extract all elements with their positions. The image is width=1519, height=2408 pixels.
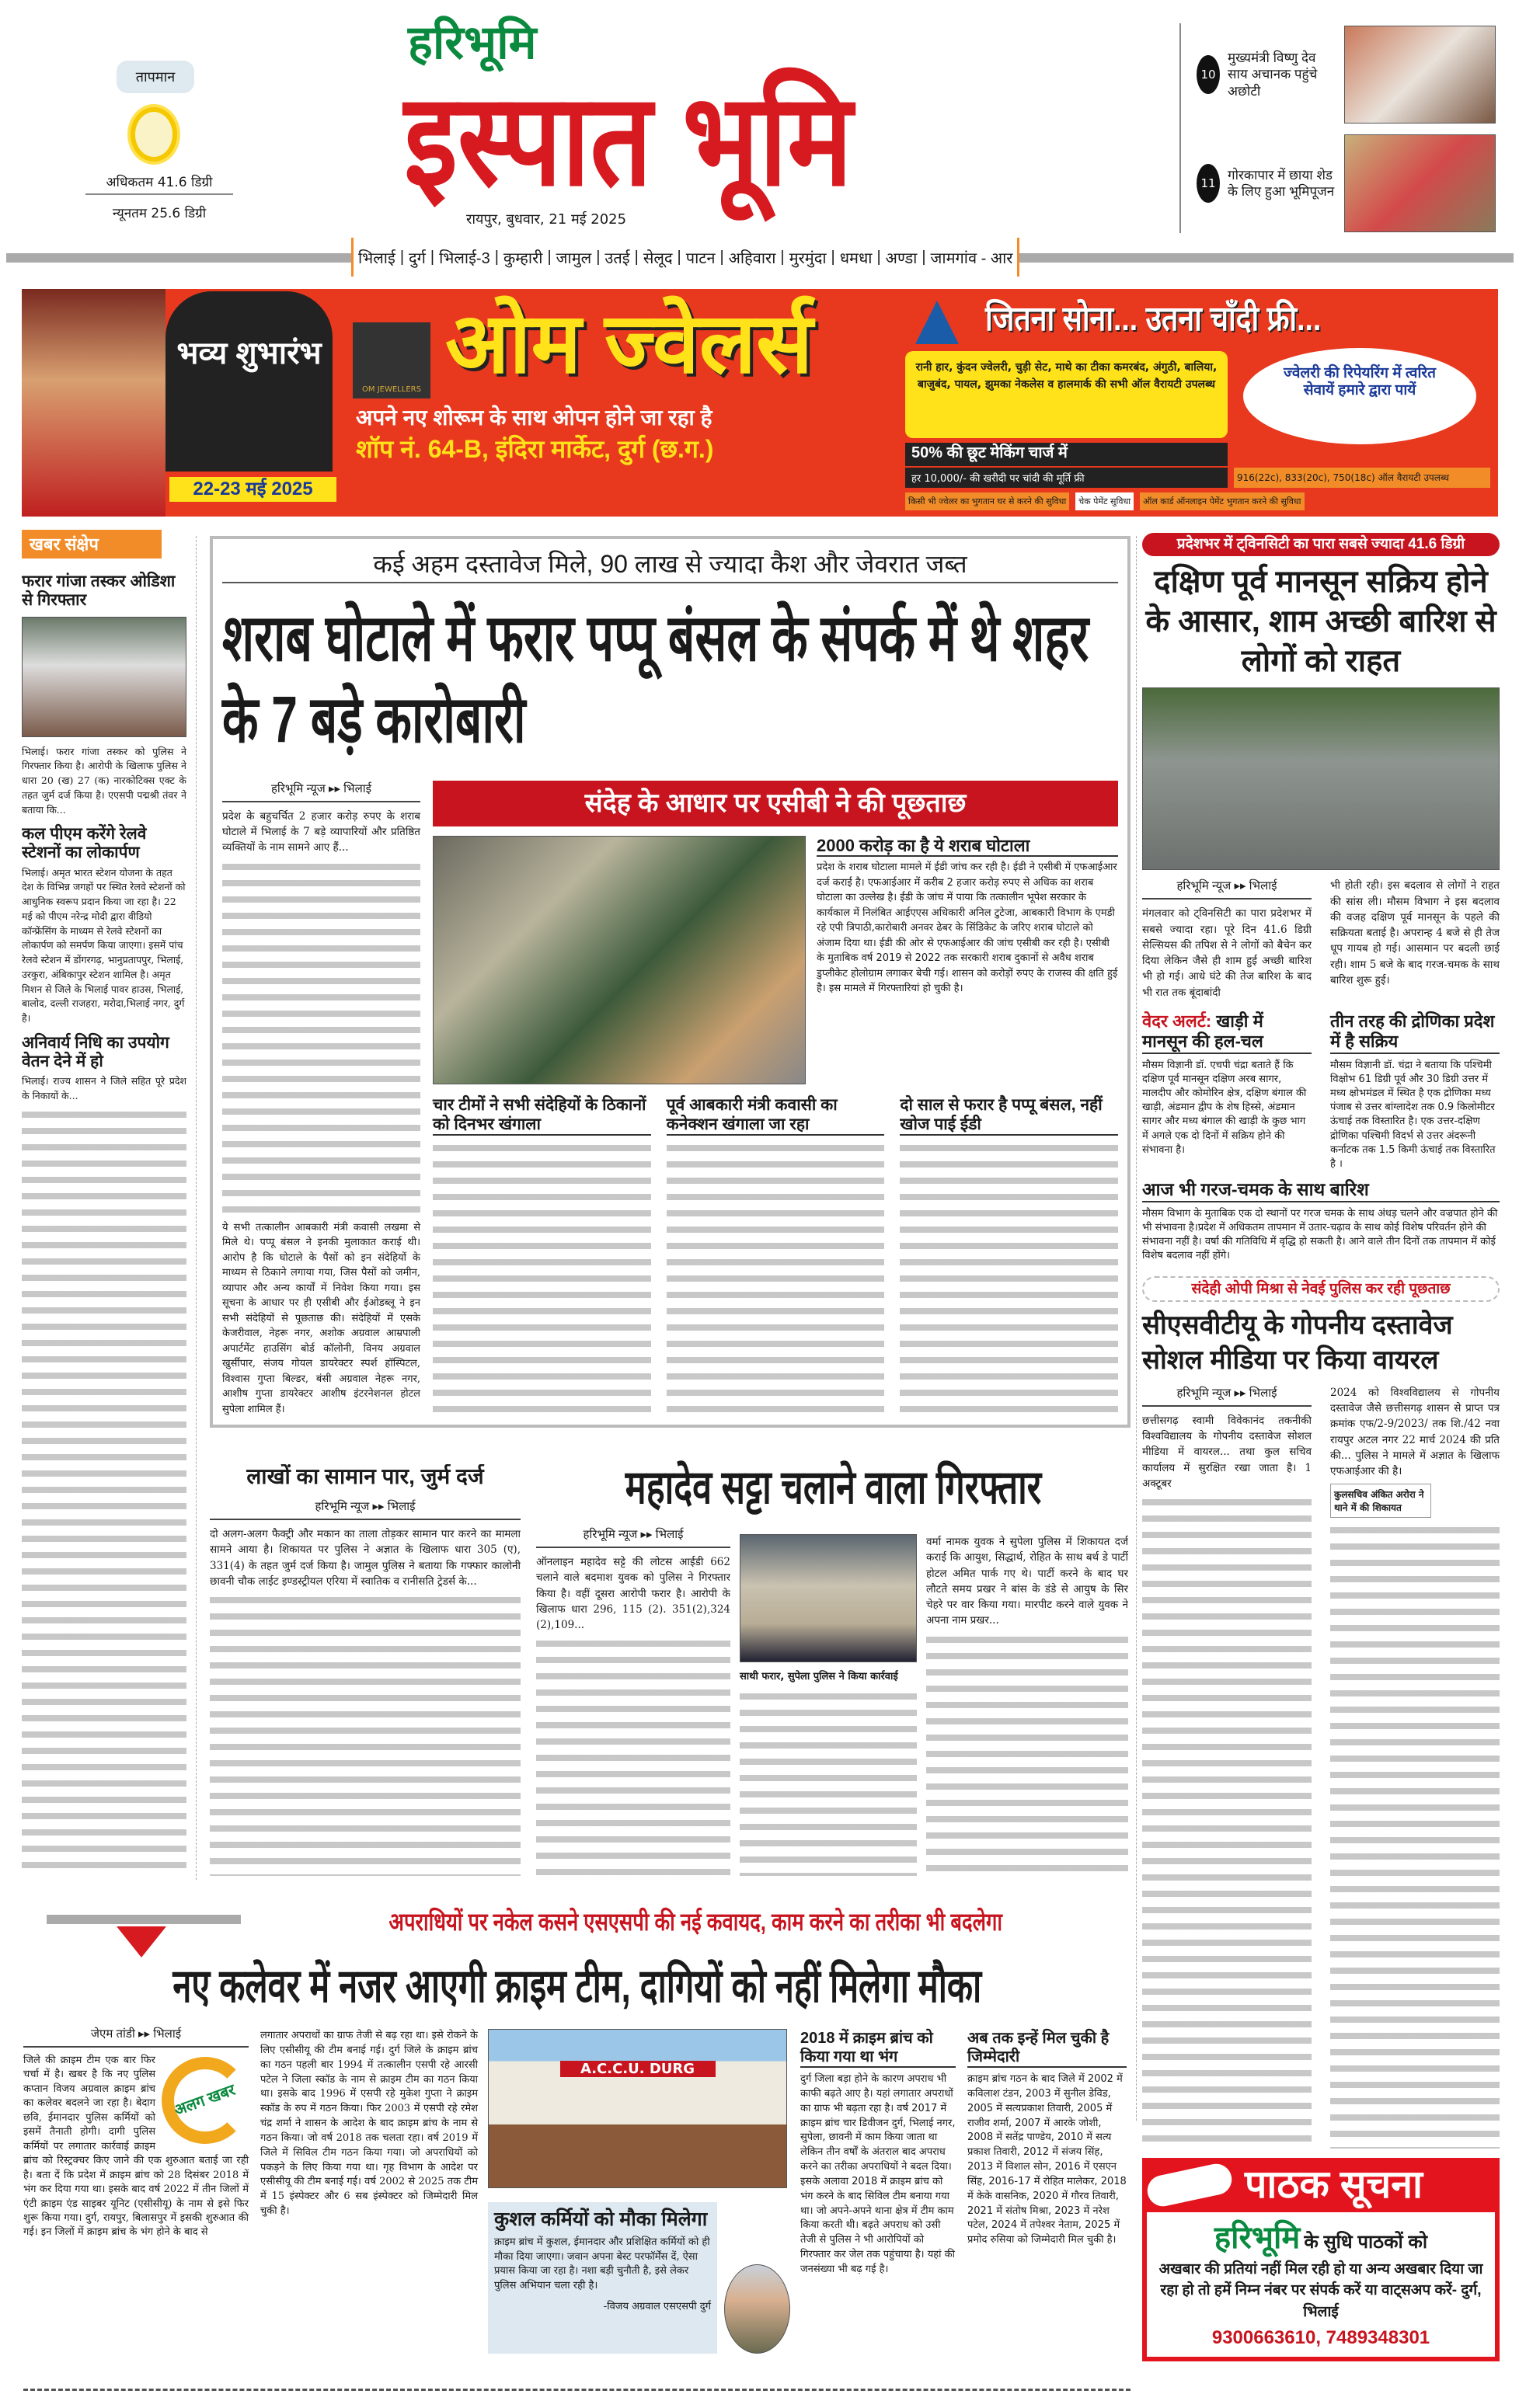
weather-text-2: भी होती रही। इस बदलाव से लोगों ने राहत की सांस ली। मौसम विभाग ने इस बदलाव की वजह दक्षिण पूर्व मानसून के पहले की सक्रियता बताई है। अपरान्ह 4 बजे से ही तेज धूप गायब हो गई। आसमान पर बदली छाई रही। शाम 5 बजे के बाद गरज-चमक के साथ बारिश शुरू हुई। [1330, 879, 1500, 987]
bis-hallmark-icon [915, 301, 959, 344]
quote-text: क्राइम ब्रांच में कुशल, ईमानदार और प्रशिक्षित कर्मियों को ही मौका दिया जाएगा। जवान अपना बेस्ट परफॉर्मेंस दें, ऐसा प्रयास किया जा रहा है। नशा बड़ी चुनौती है, इसे लेकर पुलिस अभियान चला रही है। [494, 2236, 710, 2292]
teaser-text: मुख्यमंत्री विष्णु देव साय अचानक पहुंचे अछोटी [1228, 50, 1318, 99]
lead-subhead-1: चार टीमों ने सभी संदेहियों के ठिकानों को दिनभर खंगाला [433, 1095, 651, 1136]
chevron-down-icon [117, 1926, 166, 1957]
csvtu-headline: सीएसवीटीयू के गोपनीय दस्तावेज सोशल मीडिया पर किया वायरल [1142, 1310, 1453, 1375]
brief-text: भिलाई। अमृत भारत स्टेशन योजना के तहत देश के विभिन्न जगहों पर स्थित रेलवे स्टेशनों को आधुनिक स्वरूप प्रदान किया जा रहा है। 22 मई को पीएम नरेन्द्र मोदी द्वारा वीडियो कॉन्फ्रेंसिंग के माध्यम से रेलवे स्टेशनों का लोकार्पण को समर्पण किया जाएगा। इसमें पांच रेलवे स्टेशन में डोंगरगढ़, भानुप्रतापपुर, भिलाई, उरकुरा, अंबिकापुर स्टेशन शामिल है। अमृत मिशन से जिले के भिलाई पावर हाउस, भिलाई, बालोद, दल्ली राजहरा, मरोदा,भिलाई नगर, दुर्ग है। [22, 866, 186, 1025]
lead-kicker: कई अहम दस्तावेज मिले, 90 लाख से ज्यादा कैश और जेवरात जब्त [222, 550, 1118, 583]
ad-discount: 50% की छूट मेकिंग चार्ज में [905, 443, 1228, 466]
teaser-photo [1344, 26, 1496, 124]
today-text: मौसम विभाग के मुताबिक एक दो स्थानों पर गरज चमक के साथ अंधड़ चलने और वज्रपात होने की भी संभावना है।प्रदेश में अधिकतम तापमान में उतार-चढ़ाव के साथ कोई विशेष परिवर्तन होने की संभावना नहीं है। वर्षा की गतिविधि में वृद्धि हो सकती है। आने वाले तीन दिनों तक तापमान में कोई विशेष बदलाव नहीं होंगे। [1142, 1207, 1498, 1262]
byline: जेएम तांडी ▸▸ भिलाई [23, 2026, 249, 2048]
reader-notice [1142, 2158, 1500, 2361]
byline: हरिभूमि न्यूज ▸▸ भिलाई [1142, 878, 1312, 900]
csvtu-kicker: संदेही ओपी मिश्रा से नेवई पुलिस कर रही पूछताछ [1142, 1276, 1500, 1303]
brief-title: अनिवार्य निधि का उपयोग वेतन देने में हो [22, 1033, 169, 1070]
weather-text-1: मंगलवार को ट्विनसिटी का पारा प्रदेशभर में सबसे ज्यादा रहा। पूरे दिन 41.6 डिग्री सेल्सियस की तपिश से ने लोगों को बैचेन कर दिया लेकिन जैसे ही शाम हुई अच्छी बारिश भी हो गई। आधे घंटे की तेज बारिश के बाद भी रात तक बूंदाबांदी [1142, 907, 1312, 999]
csvtu-text-2: 2024 को विश्वविद्यालय से गोपनीय दस्तावेज जैसे छत्तीसगढ़ शासन से प्राप्त पत्र क्रमांक एफ/2-9/2023/ तक शि./42 नवा रायपुर अटल नगर 22 मार्च 2024 की प्रति की... पुलिस ने मामले में अज्ञात के खिलाफ एफआईआर की है। [1330, 1386, 1500, 1477]
city-link[interactable]: सेलूद [643, 249, 673, 267]
separator: | [719, 248, 724, 266]
ad-tagline: भव्य शुभारंभ [176, 336, 322, 371]
lead-subhead-2: पूर्व आबकारी मंत्री कवासी का कनेक्शन खंगाला जा रहा [667, 1095, 885, 1136]
brief-text: भिलाई। राज्य शासन ने जिले सहित पूरे प्रदेश के निकायों के... [22, 1075, 186, 1101]
ad-facility: चेक पेमेंट सुविधा [1075, 492, 1134, 510]
theft-text: दो अलग-अलग फैक्ट्री और मकान का ताला तोड़कर सामान पार करने का मामला सामने आया है। शिकायत पर पुलिस ने अज्ञात के खिलाफ धारा 305 (ए), 331(4) के तहत जुर्म दर्ज किया है। जामुल पुलिस ने बताया कि गफ्फार कालोनी छावनी चौक लाईट इण्डस्ट्रीयल एरिया में स्वातिक व रानीसति ट्रेडर्स के... [210, 1528, 521, 1588]
brief-title: कल पीएम करेंगे रेलवे स्टेशनों का लोकार्पण [22, 825, 147, 862]
badge-text: अलग खबर [172, 2081, 238, 2119]
teaser-text: गोरकापार में छाया शेड के लिए हुआ भूमिपूजन [1228, 167, 1335, 199]
byline: हरिभूमि न्यूज ▸▸ भिलाई [210, 1498, 521, 1520]
alert-text: मौसम विज्ञानी डॉ. एचपी चंद्रा बताते हैं कि दक्षिण पूर्व मानसून दक्षिण अरब सागर, मालदीप और कोमोरिन क्षेत्र, दक्षिण बंगाल की खाड़ी, अंडमान द्वीप के शेष हिस्से, अंडमान सागर और मध्य बंगाल की खाड़ी के कुछ भाग में अगले एक दो दिनों में सक्रिय होने की संभावना है। [1142, 1059, 1307, 1156]
crime-text-1: जिले की क्राइम टीम एक बार फिर चर्चा में है। खबर है कि नए पुलिस कप्तान विजय अग्रवाल क्राइम ब्रांच का कलेवर बदलने जा रहा है। बेदाग छवि, ईमानदार पुलिस कर्मियों को इसमें तैनाती होगी। दागी पुलिस कर्मियों पर लगातार कार्रवाई क्राइम ब्रांच को रिस्ट्रक्चर किए जाने की एक शुरुआत बताई जा रही है। बता दें कि प्रदेश में क्राइम ब्रांच को 28 दिसंबर 2018 में भंग कर दिया गया था। इसके बाद वर्ष 2022 में तीन जिलों में एंटी क्राइम एंड साइबर यूनिट (एसीसीयू) के नाम से इसे फिर शुरू किया गया। दुर्ग, रायपुर, बिलासपुर में इसकी शुरुआत की गई। इन जिलों में क्राइम ब्रांच के भंग होने के बाद से [23, 2055, 249, 2239]
trough-text: मौसम विज्ञानी डॉ. चंद्रा ने बताया कि पश्चिमी विक्षोभ 61 डिग्री पूर्व और 30 डिग्री उत्तर में मध्य क्षोभमंडल में स्थित है एक द्रोणिका मध्य पंजाब से उत्तर बांग्लादेश तक 0.9 किलोमीटर ऊंचाई तक विस्तारित है। एक उत्तर-दक्षिण द्रोणिका पश्चिमी विदर्भ से उत्तर अंदरूनी कर्नाटक तक 1.5 किमी ऊंचाई तक विस्तारित है । [1330, 1059, 1496, 1170]
lead-photo [433, 836, 806, 1084]
rain-photo [1142, 687, 1500, 870]
temp-min: न्यूनतम 25.6 डिग्री [112, 206, 207, 221]
teaser-1[interactable] [1197, 25, 1503, 124]
lead-headline: शराब घोटाले में फरार पप्पू बंसल के संपर्क में थे शहर के 7 बड़े कारोबारी [222, 600, 1089, 756]
city-link[interactable]: जामगांव - आर [930, 249, 1013, 267]
notice-title: पाठक सूचना [1245, 2163, 1423, 2207]
ad-brand: ओम ज्वेलर्स [445, 296, 814, 390]
city-nav [351, 238, 1019, 277]
alert-title: खाड़ी में मानसून की हल-चल [1142, 1011, 1263, 1052]
ad-repair: ज्वेलरी की रिपेयरिंग में त्वरित सेवायें हमारे द्वारा पायें [1243, 348, 1476, 444]
brand-logo: हरिभूमि [408, 16, 537, 68]
notice-line1: के सुधि पाठकों को [1304, 2231, 1428, 2253]
brief-text: भिलाई। फरार गांजा तस्कर को पुलिस ने गिरफ्तार किया है। आरोपी के खिलाफ पुलिस ने धारा 20 (ख) 27 (क) नारकोटिक्स एक्ट के तहत जुर्म दर्ज किया है। एएसपी पद्मश्री तंवर ने बताया कि... [22, 745, 186, 816]
city-link[interactable]: पाटन [685, 249, 716, 267]
today-title: आज भी गरज-चमक के साथ बारिश [1142, 1179, 1500, 1202]
separator: | [780, 248, 785, 266]
page-number-badge: 10 [1197, 55, 1220, 94]
building-sign: A.C.C.U. DURG [560, 2061, 716, 2077]
theft-headline: लाखों का सामान पार, जुर्म दर्ज [246, 1464, 484, 1488]
model-photo [22, 289, 165, 517]
byline: हरिभूमि न्यूज ▸▸ भिलाई [1142, 1385, 1312, 1407]
newspaper-roll-icon [1144, 2161, 1235, 2209]
separator: | [634, 248, 639, 266]
separator: | [430, 248, 435, 266]
ad-gift: हर 10,000/- की खरीदी पर चांदी की मूर्ति फ्री [905, 468, 1228, 488]
separator: | [922, 248, 926, 266]
ad-address: शॉप नं. 64-B, इंदिरा मार्केट, दुर्ग (छ.ग.) [356, 435, 714, 464]
city-link[interactable]: दुर्ग [409, 249, 426, 267]
dateline: रायपुर, बुधवार, 21 मई 2025 [466, 211, 627, 228]
mahadev-text: ऑनलाइन महादेव सट्टे की लोटस आईडी 662 चलाने वाले बदमाश युवक को पुलिस ने गिरफ्तार किया है। वहीं दूसरा आरोपी फरार है। आरोपी के खिलाफ धारा 296, 115 (2). 351(2),324 (2),109... [536, 1556, 730, 1631]
city-link[interactable]: मुरमुंदा [789, 249, 827, 267]
separator: | [596, 248, 601, 266]
om-logo [353, 322, 430, 398]
separator: | [399, 248, 405, 266]
crime-subhead-1: 2018 में क्राइम ब्रांच को किया गया था भंग [800, 2029, 956, 2068]
byline: हरिभूमि न्यूज ▸▸ भिलाई [222, 781, 420, 802]
page-number-badge: 11 [1197, 164, 1220, 203]
city-link[interactable]: भिलाई-3 [439, 249, 490, 267]
crime-text-2: लगातार अपराधों का ग्राफ तेजी से बढ़ रहा था। इसे रोकने के लिए एसीसीयू की टीम बनाई गई। दुर्ग जिले के क्राइम ब्रांच का गठन पहली बार 1994 में तत्कालीन एसपी रहे आरसी पटेल ने जिला स्कॉड के नाम से क्राइम टीम का गठन किया था। इसके बाद 1996 में एसपी रहे मुकेश गुप्ता ने क्राइम स्कॉड के रुप में गठन किया। फिर 2003 में एसपी रहे रमेश चंद्र शर्मा ने शासन के आदेश के बाद क्राइम ब्रांच के नाम से गठन किया। जो वर्ष 2018 तक चलता रहा। वर्ष 2019 में जिले में सिविल टीम गठन किया गया। जो अपराधियों को पकड़ने के लिए किया गया था। गृह विभाग के आदेश पर एसीसीयू की टीम बनाई गई। वर्ष 2002 से 2025 तक टीम में 15 इंस्पेक्टर और 6 सब इंस्पेक्टर को जिम्मेदारी मिल चुकी है। [260, 2030, 478, 2218]
byline: हरिभूमि न्यूज ▸▸ भिलाई [536, 1526, 730, 1548]
city-link[interactable]: भिलाई [358, 249, 395, 267]
crime-text-1-wrap [23, 2054, 249, 2240]
ad-facility: किसी भी ज्वेलर का भुगतान घर से करने की सुविधा [905, 492, 1069, 510]
trough-title: तीन तरह की द्रोणिका प्रदेश में है सक्रिय [1330, 1011, 1500, 1054]
ad-purity: 916(22c), 833(20c), 750(18c) ऑल वैरायटी उपलब्ध [1234, 468, 1490, 488]
alag-khabar-badge [162, 2057, 249, 2144]
crime-kicker: अपराधियों पर नकेल कसने एसएसपी की नई कवायद, काम करने का तरीका भी बदलेगा [388, 1908, 1003, 1936]
crime-sub-text-2: क्राइम ब्रांच गठन के बाद जिले में 2002 में कविलाश टंडन, 2003 में सुनील डेविड, 2005 में सत्यप्रकाश तिवारी, 2005 में राजीव शर्मा, 2007 में आरके जोशी, 2008 में सतेंद्र पाण्डेय, 2010 में सत्य प्रकाश तिवारी, 2012 में संजय सिंह, 2013 में विशाल सोन, 2016 में एसएन सिंह, 2016-17 में रोहित मालेकर, 2018 में केके वासनिक, 2020 में गौरव तिवारी, 2021 में संतोष मिश्रा, 2023 में नरेश पटेल, 2024 में तपेश्वर नेताम, 2025 में प्रमोद रुसिया को जिम्मेदारी मिल चुकी है। [967, 2073, 1127, 2246]
ad-opening: अपने नए शोरूम के साथ ओपन होने जा रहा है [356, 405, 712, 430]
mahadev-headline: महादेव सट्टा चलाने वाला गिरफ्तार [625, 1461, 1042, 1513]
temp-max: अधिकतम 41.6 डिग्री [85, 172, 233, 195]
arrest-photo [740, 1534, 917, 1662]
weather-label: तापमान [117, 61, 194, 93]
lead-subhead-3: दो साल से फरार है पप्पू बंसल, नहीं खोज पाई ईडी [900, 1095, 1118, 1136]
separator: | [876, 248, 881, 266]
brief-photo [22, 617, 186, 737]
ad-facility: ऑल कार्ड ऑनलाइन पेमेंट भुगतान करने की सुविधा [1140, 492, 1304, 510]
photo-caption: साथी फरार, सुपेला पुलिस ने किया कार्रवाई [740, 1671, 898, 1682]
brief-title: फरार गांजा तस्कर ओडिशा से गिरफ्तार [22, 572, 176, 610]
newspaper-title: इस्पात भूमि [404, 68, 853, 211]
notice-phones: 9300663610, 7489348301 [1211, 2327, 1430, 2349]
teaser-photo [1344, 134, 1496, 232]
quote-title: कुशल कर्मियों को मौका मिलेगा [494, 2208, 708, 2230]
teaser-2[interactable] [1197, 134, 1503, 233]
alert-label: वेदर अलर्ट: [1142, 1011, 1212, 1031]
separator: | [494, 248, 499, 266]
box-title: 2000 करोड़ का है ये शराब घोटाला [817, 836, 1118, 857]
lead-subhead: संदेह के आधार पर एसीबी ने की पूछताछ [433, 781, 1118, 826]
city-link[interactable]: अहिवारा [728, 249, 776, 267]
separator: | [677, 248, 681, 266]
mahadev-text-2: वर्मा नामक युवक ने सुपेला पुलिस में शिकायत दर्ज कराई कि आयुश, सिद्धार्थ, रोहित के साथ बर्थ डे पार्टी होटल अमित पार्क गए थे। पार्टी करने के बाद घर लौटते समय प्रखर ने बांस के डंडे से आयुष के सिर चेहरे पर वार किया गया। मारपीट करने वाले युवक ने अपना नाम प्रखर... [926, 1536, 1128, 1627]
separator: | [831, 248, 835, 266]
city-link[interactable]: धमधा [839, 249, 873, 267]
crime-sub-text-1: दुर्ग जिला बड़ा होने के कारण अपराध भी काफी बढ़ते आए है। यहां लगातार अपराधों का ग्राफ भी बढ़ता रहा है। वर्ष 2017 में क्राइम ब्रांच चार डिवीजन दुर्ग, भिलाई नगर, सुपेला, छावनी में काम किया जाता था लेकिन तीन वर्षों के अंतराल बाद अपराध करने का तरीका अपराधियों ने बदल दिया। इसके अलावा 2018 में क्राइम ब्रांच को भंग करने के बाद सिविल टीम बनाया गया था। जो अपने-अपने थाना क्षेत्र में टीम काम किया करती थी। बढ़ते अपराध को उसी तेजी से पुलिस ने भी आरोपियों को गिरफ्तार कर जेल तक पहुंचाया है। यहां की जनसंख्या भी बढ़ गई है। [800, 2073, 956, 2275]
city-link[interactable]: अण्डा [885, 249, 918, 267]
weather-headline: दक्षिण पूर्व मानसून सक्रिय होने के आसार, शाम अच्छी बारिश से लोगों को राहत [1145, 564, 1496, 679]
jewellers-ad[interactable] [22, 289, 1498, 517]
notice-brand: हरिभूमि [1214, 2220, 1301, 2255]
lead-para: ये सभी तत्कालीन आबकारी मंत्री कवासी लखमा से मिले थे। पप्पू बंसल ने इनकी मुलाकात कराई थी। आरोप है कि घोटाले के पैसों को इन संदेहियों के माध्यम से ठिकाने लगाया गया, जिस पैसों को जमीन, व्यापार और अन्य कार्यों में निवेश किया गया। इस सूचना के आधार पर ही एसीबी और ईओडब्लू ने इन सभी संदेहियों से पूछताछ की। संदेहियों में एसके केजरीवाल, नेहरू नगर, अशोक अग्रवाल आम्रपाली अपार्टमेंट हाउसिंग बोर्ड कॉलोनी, विनय अग्रवाल खुर्सीपार, संजय गोयल डायरेक्टर स्पर्श हॉस्पिटल, विश्वास गुप्ता बिल्डर, बंसी अग्रवाल नेहरू नगर, आशीष गुप्ता डायरेक्टर आशीष इंटरनेशनल होटल सुपेला शामिल हैं। [222, 1221, 420, 1415]
ssp-photo [724, 2264, 790, 2354]
csvtu-text-1: छत्तीसगढ़ स्वामी विवेकानंद तकनीकी विश्वविद्यालय के गोपनीय दस्तावेज सोशल मीडिया में वायरल... तथा कुल सचिव कार्यालय में सुरक्षित रखा जाता है। 1 अक्टूबर [1142, 1414, 1312, 1490]
ad-items: रानी हार, कुंदन ज्वेलरी, चुड़ी सेट, माथे का टीका कमरबंद, अंगुठी, बालिया, बाजुबंद, पायल, झुमका नेकलेस व हालमार्क की सभी ऑल वैरायटी उपलब्ध [905, 351, 1228, 438]
city-link[interactable]: उतई [604, 249, 630, 267]
section-label: खबर संक्षेप [22, 530, 162, 559]
logo-text: OM JEWELLERS [362, 385, 421, 394]
notice-line2: अखबार की प्रतियां नहीं मिल रही हो या अन्य अखबार दिया जा रहा हो तो हमें निम्न नंबर पर संपर्क करें या वाट्सअप करें- दुर्ग, भिलाई [1158, 2260, 1483, 2320]
city-link[interactable]: कुम्हारी [503, 249, 543, 267]
separator: | [547, 248, 552, 266]
ad-date: 22-23 मई 2025 [169, 477, 336, 502]
city-link[interactable]: जामुल [556, 249, 592, 267]
quote-author: -विजय अग्रवाल एसएसपी दुर्ग [603, 2301, 711, 2313]
weather-kicker: प्रदेशभर में ट्विनसिटी का पारा सबसे ज्यादा 41.6 डिग्री [1142, 533, 1500, 556]
csvtu-box: कुलसचिव अंकित अरोरा ने थाने में की शिकायत [1330, 1484, 1431, 1518]
crime-subhead-2: अब तक इन्हें मिल चुकी है जिम्मेदारी [967, 2029, 1127, 2068]
ad-offer: जितना सोना... उतना चाँदी फ्री... [985, 300, 1322, 338]
box-text: प्रदेश के शराब घोटाला मामले में ईडी जांच कर रही है। ईडी ने एसीबी में एफआईआर दर्ज कराई है। एफआईआर में करीब 2 हजार करोड़ रुपए से अधिक का शराब घोटाला का उल्लेख है। ईडी के जांच में पाया कि तत्कालीन भूपेश सरकार के कार्यकाल में निलंबित आईएएस अधिकारी अनिल टुटेजा, आबकारी विभाग के एमडी रहे एपी त्रिपाठी,कारोबारी अनवर ढेबर के सिंडिकेट के जरिए शराब घोटाले को अंजाम दिया था। ईडी की ओर से एफआईआर की जांच एसीबी कर रही है। एसीबी के मुताबिक वर्ष 2019 से 2022 तक सरकारी शराब दुकानों से अवैध शराब डुप्लीकेट होलोग्राम लगाकर बेची गई। शासन को करोड़ों रुपए के राजस्व की क्षति हुई है। इस मामले में गिरफ्तारियां हो चुकी है। [817, 861, 1118, 995]
sun-icon [131, 107, 177, 162]
lead-intro: प्रदेश के बहुचर्चित 2 हजार करोड़ रुपए के शराब घोटाले में भिलाई के 7 बड़े व्यापारियों और प्रतिष्ठित व्यक्तियों के नाम सामने आए हैं... [222, 809, 420, 854]
accu-building-photo [488, 2029, 787, 2188]
crime-headline: नए कलेवर में नजर आएगी क्राइम टीम, दागियों को नहीं मिलेगा मौका [172, 1960, 982, 2012]
